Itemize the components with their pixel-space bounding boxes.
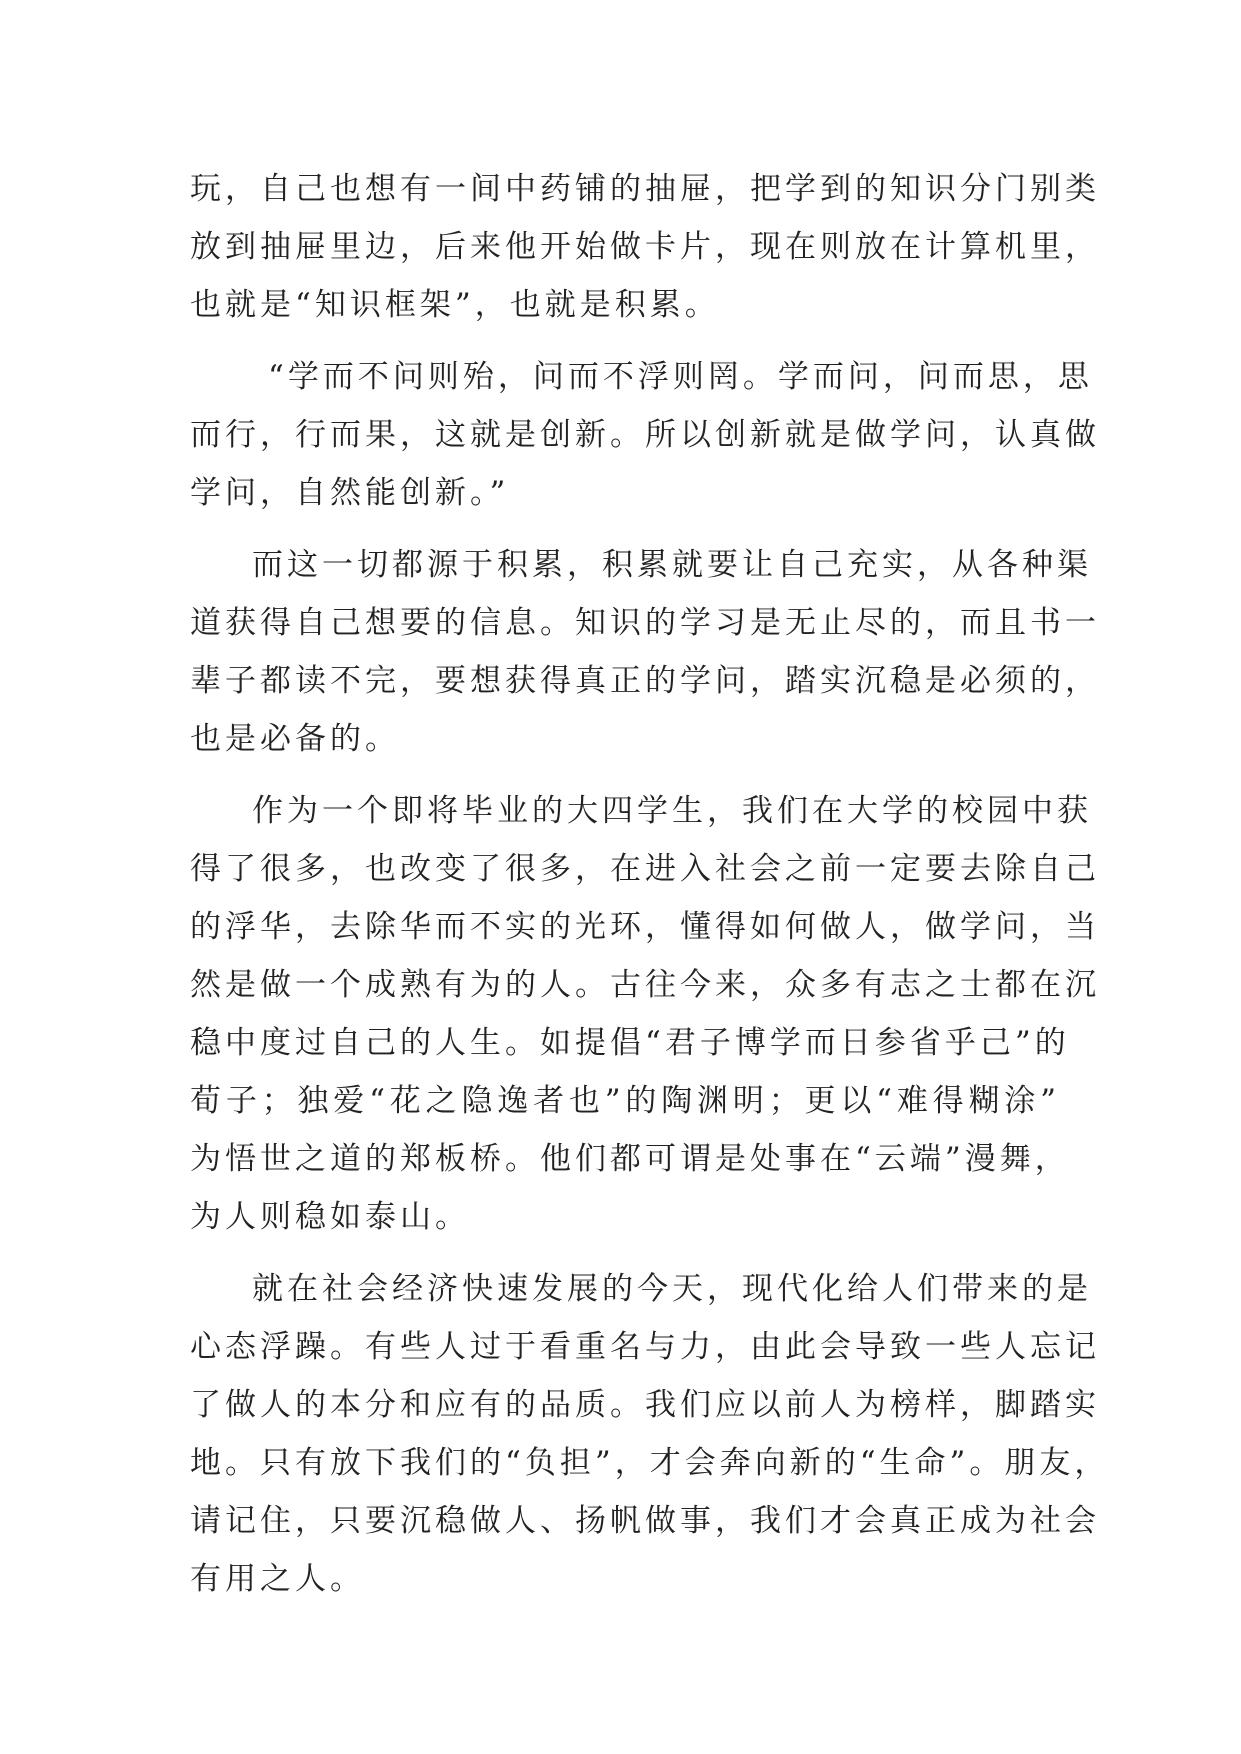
- paragraph-4-line-1: 作为一个即将毕业的大四学生，我们在大学的校园中获: [252, 793, 1092, 829]
- paragraph-4-line-2: 得了很多，也改变了很多，在进入社会之前一定要去除自己: [190, 851, 1100, 887]
- document-body: [190, 160, 1110, 1608]
- paragraph-5-line-2: 心态浮躁。有些人过于看重名与力，由此会导致一些人忘记: [190, 1329, 1100, 1365]
- paragraph-2-line-1: “学而不问则殆，问而不浮则罔。学而问，问而思，思: [268, 359, 1093, 395]
- paragraph-4-line-7: 为悟世之道的郑板桥。他们都可谓是处事在“云端”漫舞，: [190, 1141, 1070, 1177]
- paragraph-5-line-6: 有用之人。: [190, 1561, 365, 1597]
- paragraph-3-line-3: 辈子都读不完，要想获得真正的学问，踏实沉稳是必须的，: [190, 663, 1100, 699]
- paragraph-5-line-5: 请记住，只要沉稳做人、扬帆做事，我们才会真正成为社会: [190, 1503, 1100, 1539]
- paragraph-1-line-3: 也就是“知识框架”，也就是积累。: [190, 287, 720, 323]
- paragraph-1-line-1: 玩，自己也想有一间中药铺的抽屉，把学到的知识分门别类: [190, 171, 1100, 207]
- paragraph-5-line-1: 就在社会经济快速发展的今天，现代化给人们带来的是: [252, 1271, 1092, 1307]
- paragraph-4-line-3: 的浮华，去除华而不实的光环，懂得如何做人，做学问，当: [190, 909, 1100, 945]
- paragraph-2-line-3: 学问，自然能创新。”: [190, 475, 510, 511]
- paragraph-4-line-8: 为人则稳如泰山。: [190, 1199, 470, 1235]
- paragraph-3-line-4: 也是必备的。: [190, 721, 400, 757]
- paragraph-2-line-2: 而行，行而果，这就是创新。所以创新就是做学问，认真做: [190, 417, 1100, 453]
- paragraph-4-line-4: 然是做一个成熟有为的人。古往今来，众多有志之士都在沉: [190, 967, 1100, 1003]
- paragraph-4-line-5: 稳中度过自己的人生。如提倡“君子博学而日参省乎己”的: [190, 1025, 1070, 1061]
- paragraph-5-line-4: 地。只有放下我们的“负担”，才会奔向新的“生命”。朋友，: [190, 1445, 1110, 1481]
- paragraph-1-line-2: 放到抽屉里边，后来他开始做卡片，现在则放在计算机里，: [190, 229, 1100, 265]
- paragraph-5-line-3: 了做人的本分和应有的品质。我们应以前人为榜样，脚踏实: [190, 1387, 1100, 1423]
- paragraph-4-line-6: 荀子；独爱“花之隐逸者也”的陶渊明；更以“难得糊涂”: [190, 1083, 1060, 1119]
- paragraph-3-line-1: 而这一切都源于积累，积累就要让自己充实，从各种渠: [252, 547, 1092, 583]
- paragraph-3-line-2: 道获得自己想要的信息。知识的学习是无止尽的，而且书一: [190, 605, 1100, 641]
